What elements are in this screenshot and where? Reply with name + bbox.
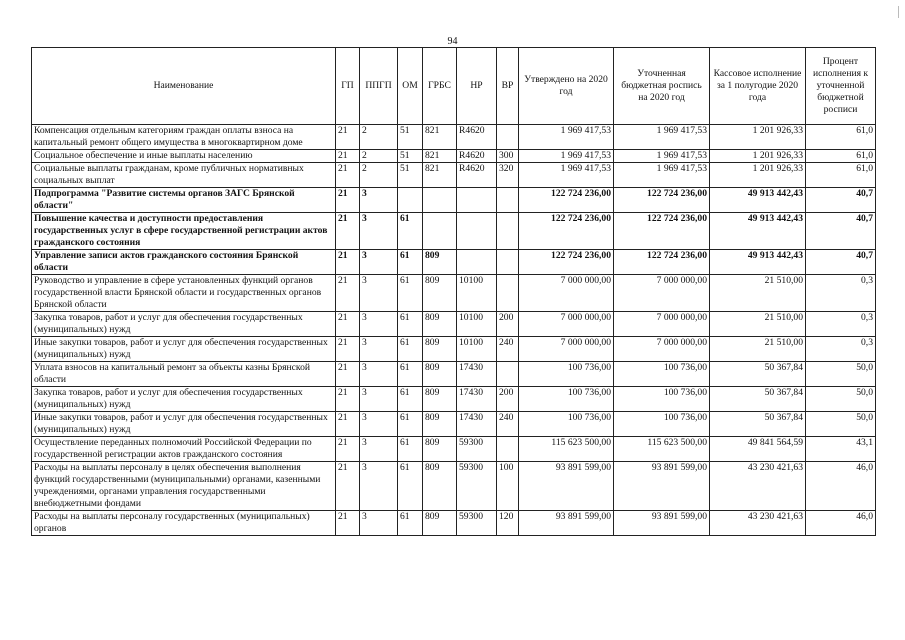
row-approved: 7 000 000,00: [519, 312, 614, 337]
table-row: [32, 511, 876, 536]
table-row: [32, 125, 876, 150]
row-nr: 17430: [457, 362, 497, 387]
row-grbs: 809: [423, 275, 457, 312]
row-refined: 7 000 000,00: [614, 337, 710, 362]
row-percent: 43,1: [806, 437, 876, 462]
page-number: 94: [447, 36, 458, 47]
row-ppgp: 3: [360, 213, 398, 250]
header-refined: Уточненная бюджетная роспись на 2020 год: [614, 48, 710, 125]
row-vr: [497, 437, 519, 462]
row-cash: 1 201 926,33: [710, 150, 806, 163]
row-percent: 0,3: [806, 337, 876, 362]
row-approved: 7 000 000,00: [519, 337, 614, 362]
row-grbs: 809: [423, 437, 457, 462]
row-cash: 21 510,00: [710, 275, 806, 312]
row-om: 51: [398, 163, 423, 188]
table-row: [32, 462, 876, 511]
row-refined: 122 724 236,00: [614, 188, 710, 213]
row-refined: 7 000 000,00: [614, 312, 710, 337]
row-name: Социальные выплаты гражданам, кроме публичных нормативных социальных выплат: [32, 163, 336, 188]
row-name: Уплата взносов на капитальный ремонт за объекты казны Брянской области: [32, 362, 336, 387]
row-vr: 240: [497, 337, 519, 362]
header-om: ОМ: [398, 48, 423, 125]
row-ppgp: 3: [360, 437, 398, 462]
row-approved: 122 724 236,00: [519, 213, 614, 250]
row-ppgp: 3: [360, 250, 398, 275]
row-percent: 46,0: [806, 462, 876, 511]
table-row: [32, 312, 876, 337]
row-cash: 49 841 564,59: [710, 437, 806, 462]
row-refined: 1 969 417,53: [614, 125, 710, 150]
row-nr: 59300: [457, 437, 497, 462]
row-grbs: 809: [423, 412, 457, 437]
table-row: [32, 412, 876, 437]
row-refined: 93 891 599,00: [614, 462, 710, 511]
row-om: 61: [398, 362, 423, 387]
row-approved: 7 000 000,00: [519, 275, 614, 312]
row-percent: 46,0: [806, 511, 876, 536]
row-approved: 1 969 417,53: [519, 163, 614, 188]
row-om: [398, 188, 423, 213]
row-ppgp: 3: [360, 337, 398, 362]
row-ppgp: 3: [360, 511, 398, 536]
row-ppgp: 3: [360, 362, 398, 387]
row-percent: 0,3: [806, 275, 876, 312]
row-vr: [497, 213, 519, 250]
row-cash: 49 913 442,43: [710, 250, 806, 275]
row-vr: [497, 125, 519, 150]
row-nr: 17430: [457, 412, 497, 437]
row-cash: 21 510,00: [710, 312, 806, 337]
row-nr: R4620: [457, 163, 497, 188]
row-gp: 21: [336, 362, 360, 387]
row-gp: 21: [336, 213, 360, 250]
row-nr: [457, 213, 497, 250]
row-nr: 10100: [457, 312, 497, 337]
row-cash: 50 367,84: [710, 387, 806, 412]
row-cash: 50 367,84: [710, 362, 806, 387]
header-percent: Процент исполнения к уточненной бюджетной росписи: [806, 48, 876, 125]
row-om: 51: [398, 125, 423, 150]
row-gp: 21: [336, 437, 360, 462]
table-row: [32, 337, 876, 362]
row-om: 61: [398, 213, 423, 250]
row-gp: 21: [336, 462, 360, 511]
row-name: Осуществление переданных полномочий Российской Федерации по государственной регистрации актов гражданского состояния: [32, 437, 336, 462]
row-name: Подпрограмма "Развитие системы органов ЗАГС Брянской области": [32, 188, 336, 213]
row-refined: 7 000 000,00: [614, 275, 710, 312]
table-header-row: [32, 48, 876, 125]
row-nr: 59300: [457, 462, 497, 511]
row-vr: 300: [497, 150, 519, 163]
row-cash: 1 201 926,33: [710, 163, 806, 188]
row-cash: 50 367,84: [710, 412, 806, 437]
row-vr: 200: [497, 312, 519, 337]
row-approved: 93 891 599,00: [519, 511, 614, 536]
header-vr: ВР: [497, 48, 519, 125]
budget-execution-table: [31, 47, 876, 536]
row-om: 61: [398, 312, 423, 337]
row-refined: 93 891 599,00: [614, 511, 710, 536]
row-grbs: 821: [423, 163, 457, 188]
row-refined: 1 969 417,53: [614, 163, 710, 188]
row-cash: 49 913 442,43: [710, 188, 806, 213]
row-approved: 115 623 500,00: [519, 437, 614, 462]
row-refined: 122 724 236,00: [614, 250, 710, 275]
header-name: Наименование: [32, 48, 336, 125]
row-approved: 122 724 236,00: [519, 188, 614, 213]
row-nr: 59300: [457, 511, 497, 536]
row-name: Иные закупки товаров, работ и услуг для обеспечения государственных (муниципальных) нужд: [32, 337, 336, 362]
row-grbs: 821: [423, 125, 457, 150]
row-refined: 1 969 417,53: [614, 150, 710, 163]
row-name: Расходы на выплаты персоналу государственных (муниципальных) органов: [32, 511, 336, 536]
row-om: 61: [398, 387, 423, 412]
row-vr: [497, 362, 519, 387]
row-om: 61: [398, 250, 423, 275]
row-name: Закупка товаров, работ и услуг для обеспечения государственных (муниципальных) нужд: [32, 312, 336, 337]
row-vr: [497, 188, 519, 213]
row-nr: 17430: [457, 387, 497, 412]
row-refined: 100 736,00: [614, 387, 710, 412]
row-name: Иные закупки товаров, работ и услуг для обеспечения государственных (муниципальных) нужд: [32, 412, 336, 437]
row-name: Руководство и управление в сфере установленных функций органов государственной власти Брянской области и государственных органов Брянской области: [32, 275, 336, 312]
row-grbs: 809: [423, 362, 457, 387]
row-vr: 100: [497, 462, 519, 511]
row-vr: [497, 250, 519, 275]
row-gp: 21: [336, 125, 360, 150]
row-om: 61: [398, 275, 423, 312]
row-ppgp: 2: [360, 163, 398, 188]
row-refined: 100 736,00: [614, 362, 710, 387]
table-row: [32, 150, 876, 163]
header-nr: НР: [457, 48, 497, 125]
header-approved: Утверждено на 2020 год: [519, 48, 614, 125]
row-name: Компенсация отдельным категориям граждан оплаты взноса на капитальный ремонт общего имущества в многоквартирном доме: [32, 125, 336, 150]
row-gp: 21: [336, 250, 360, 275]
row-grbs: 821: [423, 150, 457, 163]
row-gp: 21: [336, 337, 360, 362]
header-cash: Кассовое исполнение за 1 полугодие 2020 года: [710, 48, 806, 125]
row-approved: 1 969 417,53: [519, 150, 614, 163]
row-nr: R4620: [457, 150, 497, 163]
row-ppgp: 3: [360, 387, 398, 412]
row-percent: 50,0: [806, 412, 876, 437]
row-name: Повышение качества и доступности предоставления государственных услуг в сфере государственной регистрации актов гражданского состояния: [32, 213, 336, 250]
row-gp: 21: [336, 150, 360, 163]
row-nr: 10100: [457, 275, 497, 312]
row-nr: R4620: [457, 125, 497, 150]
row-name: Управление записи актов гражданского состояния Брянской области: [32, 250, 336, 275]
row-om: 51: [398, 150, 423, 163]
row-grbs: 809: [423, 462, 457, 511]
row-vr: 320: [497, 163, 519, 188]
table-row: [32, 163, 876, 188]
header-gp: ГП: [336, 48, 360, 125]
row-ppgp: 2: [360, 125, 398, 150]
row-cash: 43 230 421,63: [710, 462, 806, 511]
row-om: 61: [398, 511, 423, 536]
table-row: [32, 213, 876, 250]
row-ppgp: 3: [360, 412, 398, 437]
row-cash: 1 201 926,33: [710, 125, 806, 150]
row-refined: 122 724 236,00: [614, 213, 710, 250]
row-om: 61: [398, 337, 423, 362]
row-name: Закупка товаров, работ и услуг для обеспечения государственных (муниципальных) нужд: [32, 387, 336, 412]
row-gp: 21: [336, 188, 360, 213]
row-ppgp: 3: [360, 275, 398, 312]
row-percent: 61,0: [806, 163, 876, 188]
row-percent: 40,7: [806, 213, 876, 250]
row-vr: 120: [497, 511, 519, 536]
row-refined: 115 623 500,00: [614, 437, 710, 462]
row-gp: 21: [336, 275, 360, 312]
row-grbs: 809: [423, 387, 457, 412]
row-percent: 0,3: [806, 312, 876, 337]
row-om: 61: [398, 412, 423, 437]
row-percent: 50,0: [806, 387, 876, 412]
row-nr: [457, 250, 497, 275]
row-percent: 61,0: [806, 125, 876, 150]
row-gp: 21: [336, 387, 360, 412]
row-approved: 122 724 236,00: [519, 250, 614, 275]
row-nr: 10100: [457, 337, 497, 362]
header-ppgp: ППГП: [360, 48, 398, 125]
row-ppgp: 3: [360, 462, 398, 511]
row-refined: 100 736,00: [614, 412, 710, 437]
table-row: [32, 188, 876, 213]
row-percent: 40,7: [806, 250, 876, 275]
row-vr: [497, 275, 519, 312]
header-grbs: ГРБС: [423, 48, 457, 125]
row-approved: 100 736,00: [519, 412, 614, 437]
table-row: [32, 250, 876, 275]
row-cash: 21 510,00: [710, 337, 806, 362]
row-gp: 21: [336, 511, 360, 536]
row-om: 61: [398, 462, 423, 511]
row-grbs: 809: [423, 337, 457, 362]
row-ppgp: 2: [360, 150, 398, 163]
row-percent: 40,7: [806, 188, 876, 213]
row-approved: 100 736,00: [519, 387, 614, 412]
row-vr: 200: [497, 387, 519, 412]
row-grbs: [423, 213, 457, 250]
row-approved: 93 891 599,00: [519, 462, 614, 511]
row-grbs: 809: [423, 511, 457, 536]
row-percent: 50,0: [806, 362, 876, 387]
row-cash: 49 913 442,43: [710, 213, 806, 250]
row-cash: 43 230 421,63: [710, 511, 806, 536]
row-ppgp: 3: [360, 312, 398, 337]
row-name: Социальное обеспечение и иные выплаты населению: [32, 150, 336, 163]
row-gp: 21: [336, 312, 360, 337]
table-row: [32, 437, 876, 462]
row-vr: 240: [497, 412, 519, 437]
row-gp: 21: [336, 163, 360, 188]
row-grbs: 809: [423, 250, 457, 275]
table-row: [32, 362, 876, 387]
row-gp: 21: [336, 412, 360, 437]
row-percent: 61,0: [806, 150, 876, 163]
row-nr: [457, 188, 497, 213]
table-row: [32, 275, 876, 312]
row-name: Расходы на выплаты персоналу в целях обеспечения выполнения функций государственными (муниципальными) органами, казенными учреждениями, органами управления государственными внебюджетными фондами: [32, 462, 336, 511]
scan-edge-mark: [898, 6, 899, 18]
row-om: 61: [398, 437, 423, 462]
row-approved: 100 736,00: [519, 362, 614, 387]
row-grbs: [423, 188, 457, 213]
table-row: [32, 387, 876, 412]
row-grbs: 809: [423, 312, 457, 337]
row-approved: 1 969 417,53: [519, 125, 614, 150]
row-ppgp: 3: [360, 188, 398, 213]
